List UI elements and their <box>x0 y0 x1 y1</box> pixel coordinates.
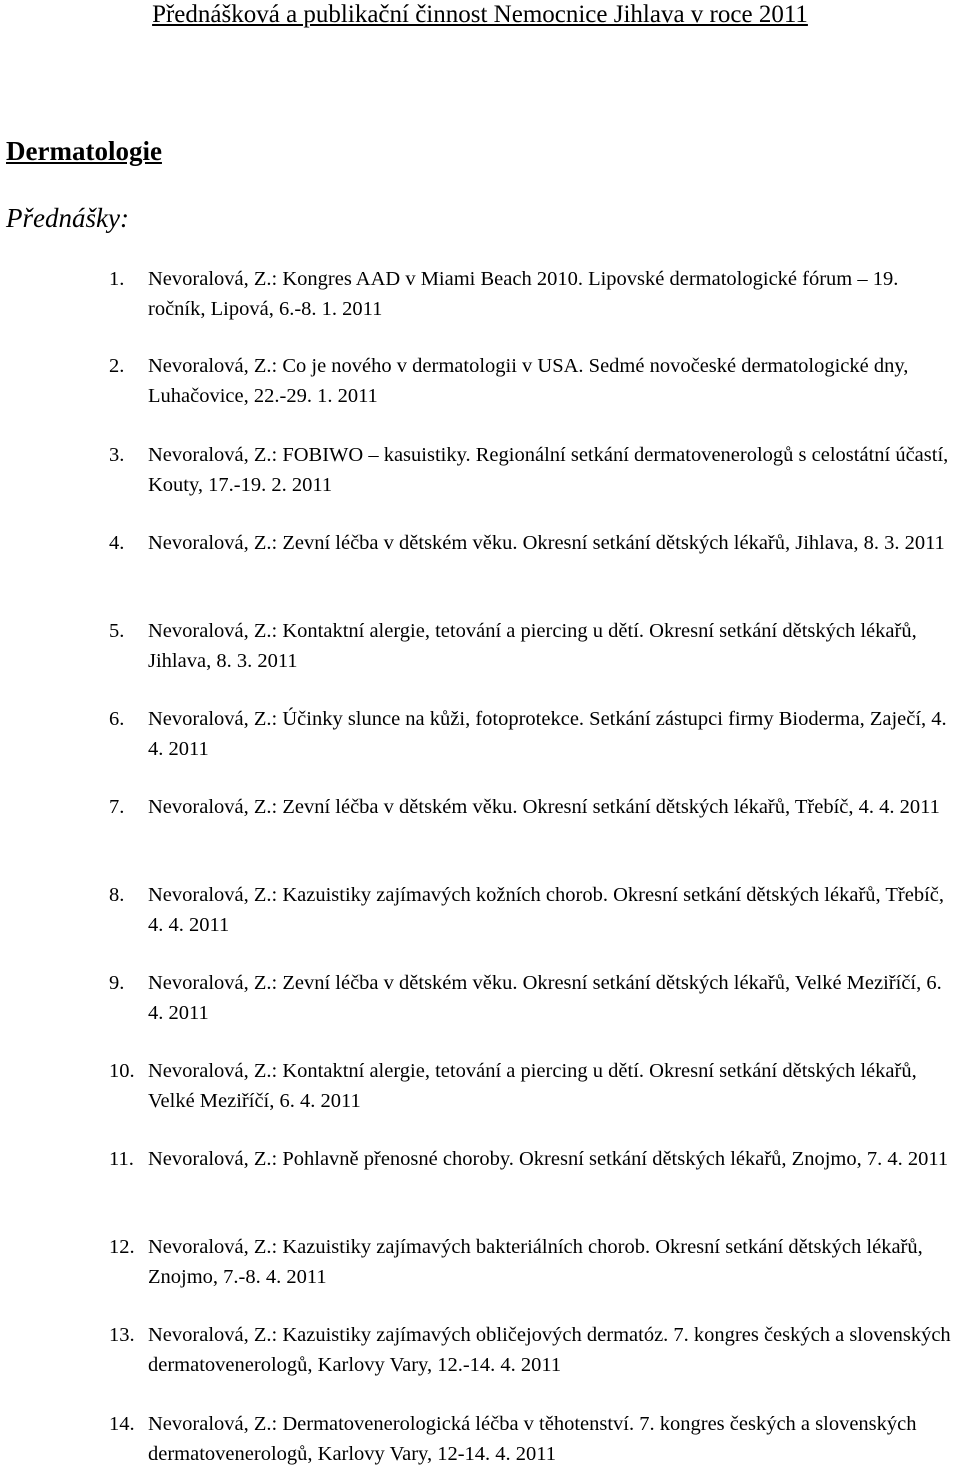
list-item <box>109 440 960 500</box>
item-text: Nevoralová, Z.: Dermatovenerologická léčba v těhotenství. 7. kongres českých a slovenských dermatovenerologů, Karlovy Vary, 12-14. 4. 2011 <box>148 1413 917 1465</box>
item-number: 11. <box>109 1148 134 1170</box>
list-item <box>109 351 960 411</box>
list-item <box>109 264 960 324</box>
item-text: Nevoralová, Z.: Zevní léčba v dětském věku. Okresní setkání dětských lékařů, Jihlava, 8. 3. 2011 <box>148 532 945 554</box>
section-heading: Dermatologie <box>6 136 162 166</box>
item-number: 1. <box>109 268 125 290</box>
list-item <box>109 704 960 764</box>
item-number: 2. <box>109 355 125 377</box>
item-number: 10. <box>109 1060 135 1082</box>
item-number: 14. <box>109 1413 135 1435</box>
list-item <box>109 1056 960 1116</box>
item-number: 6. <box>109 708 125 730</box>
item-text: Nevoralová, Z.: Zevní léčba v dětském věku. Okresní setkání dětských lékařů, Velké Meziříčí, 6. 4. 2011 <box>148 972 942 1024</box>
list-item <box>109 880 960 940</box>
item-text: Nevoralová, Z.: Zevní léčba v dětském věku. Okresní setkání dětských lékařů, Třebíč, 4. 4. 2011 <box>148 796 940 818</box>
item-number: 5. <box>109 620 125 642</box>
item-number: 7. <box>109 796 125 818</box>
item-number: 3. <box>109 444 125 466</box>
list-item <box>109 968 960 1028</box>
item-number: 8. <box>109 884 125 906</box>
item-text: Nevoralová, Z.: Co je nového v dermatologii v USA. Sedmé novočeské dermatologické dny, Luhačovice, 22.-29. 1. 2011 <box>148 355 909 407</box>
item-text: Nevoralová, Z.: Kazuistiky zajímavých bakteriálních chorob. Okresní setkání dětských lékařů, Znojmo, 7.-8. 4. 2011 <box>148 1236 923 1288</box>
list-item <box>109 1144 960 1174</box>
subsection-heading: Přednášky: <box>6 203 129 233</box>
item-text: Nevoralová, Z.: FOBIWO – kasuistiky. Regionální setkání dermatovenerologů s celostátní účastí, Kouty, 17.-19. 2. 2011 <box>148 444 949 496</box>
item-number: 9. <box>109 972 125 994</box>
list-item <box>109 792 960 822</box>
list-item <box>109 1232 960 1292</box>
list-item <box>109 1320 960 1380</box>
item-text: Nevoralová, Z.: Kontaktní alergie, tetování a piercing u dětí. Okresní setkání dětských lékařů, Velké Meziříčí, 6. 4. 2011 <box>148 1060 917 1112</box>
list-item <box>109 528 960 558</box>
item-text: Nevoralová, Z.: Kazuistiky zajímavých kožních chorob. Okresní setkání dětských lékařů, Třebíč, 4. 4. 2011 <box>148 884 945 936</box>
list-item <box>109 616 960 676</box>
item-text: Nevoralová, Z.: Kongres AAD v Miami Beach 2010. Lipovské dermatologické fórum – 19. ročník, Lipová, 6.-8. 1. 2011 <box>148 268 899 320</box>
item-number: 13. <box>109 1324 135 1346</box>
item-number: 12. <box>109 1236 135 1258</box>
item-text: Nevoralová, Z.: Kontaktní alergie, tetování a piercing u dětí. Okresní setkání dětských lékařů, Jihlava, 8. 3. 2011 <box>148 620 917 672</box>
item-text: Nevoralová, Z.: Kazuistiky zajímavých obličejových dermatóz. 7. kongres českých a slovenských dermatovenerologů, Karlovy Vary, 12.-14. 4. 2011 <box>148 1324 951 1376</box>
item-number: 4. <box>109 532 125 554</box>
item-text: Nevoralová, Z.: Pohlavně přenosné choroby. Okresní setkání dětských lékařů, Znojmo, 7. 4. 2011 <box>148 1148 949 1170</box>
document-title: Přednášková a publikační činnost Nemocnice Jihlava v roce 2011 <box>152 1 808 28</box>
item-text: Nevoralová, Z.: Účinky slunce na kůži, fotoprotekce. Setkání zástupci firmy Bioderma, Zaječí, 4. 4. 2011 <box>148 708 947 760</box>
list-item <box>109 1409 960 1469</box>
